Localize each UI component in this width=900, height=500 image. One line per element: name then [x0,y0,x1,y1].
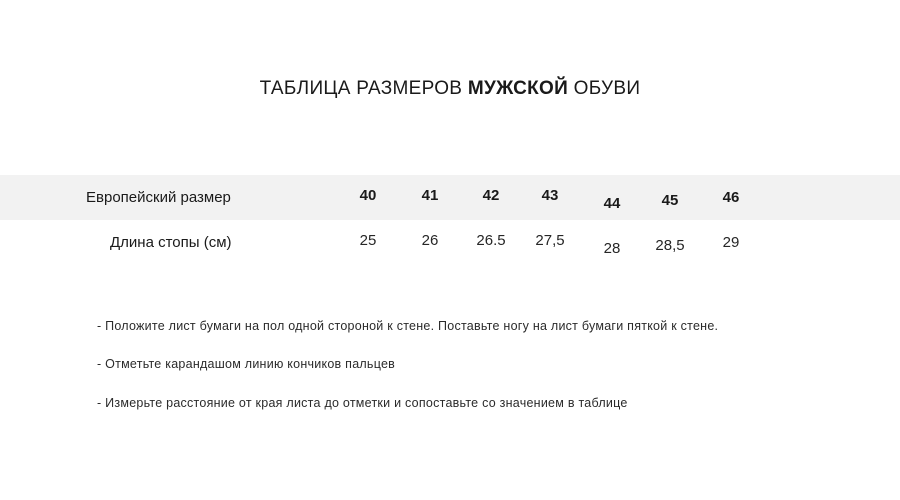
size-table [0,175,900,265]
measurement-instructions [97,318,837,433]
instruction-step: - Положите лист бумаги на пол одной стороной к стене. Поставьте ногу на лист бумаги пяткой к стене. [97,319,719,333]
row-label-european-size: Европейский размер [86,189,231,206]
instruction-step: - Отметьте карандашом линию кончиков пальцев [97,357,396,372]
table-cell: 27,5 [535,232,565,249]
table-cell: 29 [722,234,740,251]
table-cell: 28 [603,240,621,257]
table-cell: 43 [541,187,559,204]
page-title-suffix: ОБУВИ [568,78,641,99]
table-cell: 28,5 [655,237,685,254]
instruction-step: - Измерьте расстояние от края листа до отметки и сопоставьте со значением в таблице [97,395,628,410]
table-cell: 25 [359,232,377,249]
table-cell: 46 [722,189,740,206]
table-row-european-size [0,175,900,220]
table-row-foot-length [0,220,900,265]
page-title-prefix: ТАБЛИЦА РАЗМЕРОВ [259,78,468,99]
table-cell: 45 [661,192,679,209]
table-cell: 26 [421,232,439,249]
table-cell: 44 [603,195,621,212]
table-cell: 42 [482,187,500,204]
table-cell: 40 [359,187,377,204]
table-cell: 26.5 [476,232,506,249]
table-cell: 41 [421,187,439,204]
page-title [0,78,900,100]
page-title-emphasis: МУЖСКОЙ [467,78,569,99]
row-label-foot-length: Длина стопы (см) [110,234,232,251]
row-cells-foot-length [330,220,900,265]
row-cells-european-size [330,175,900,220]
